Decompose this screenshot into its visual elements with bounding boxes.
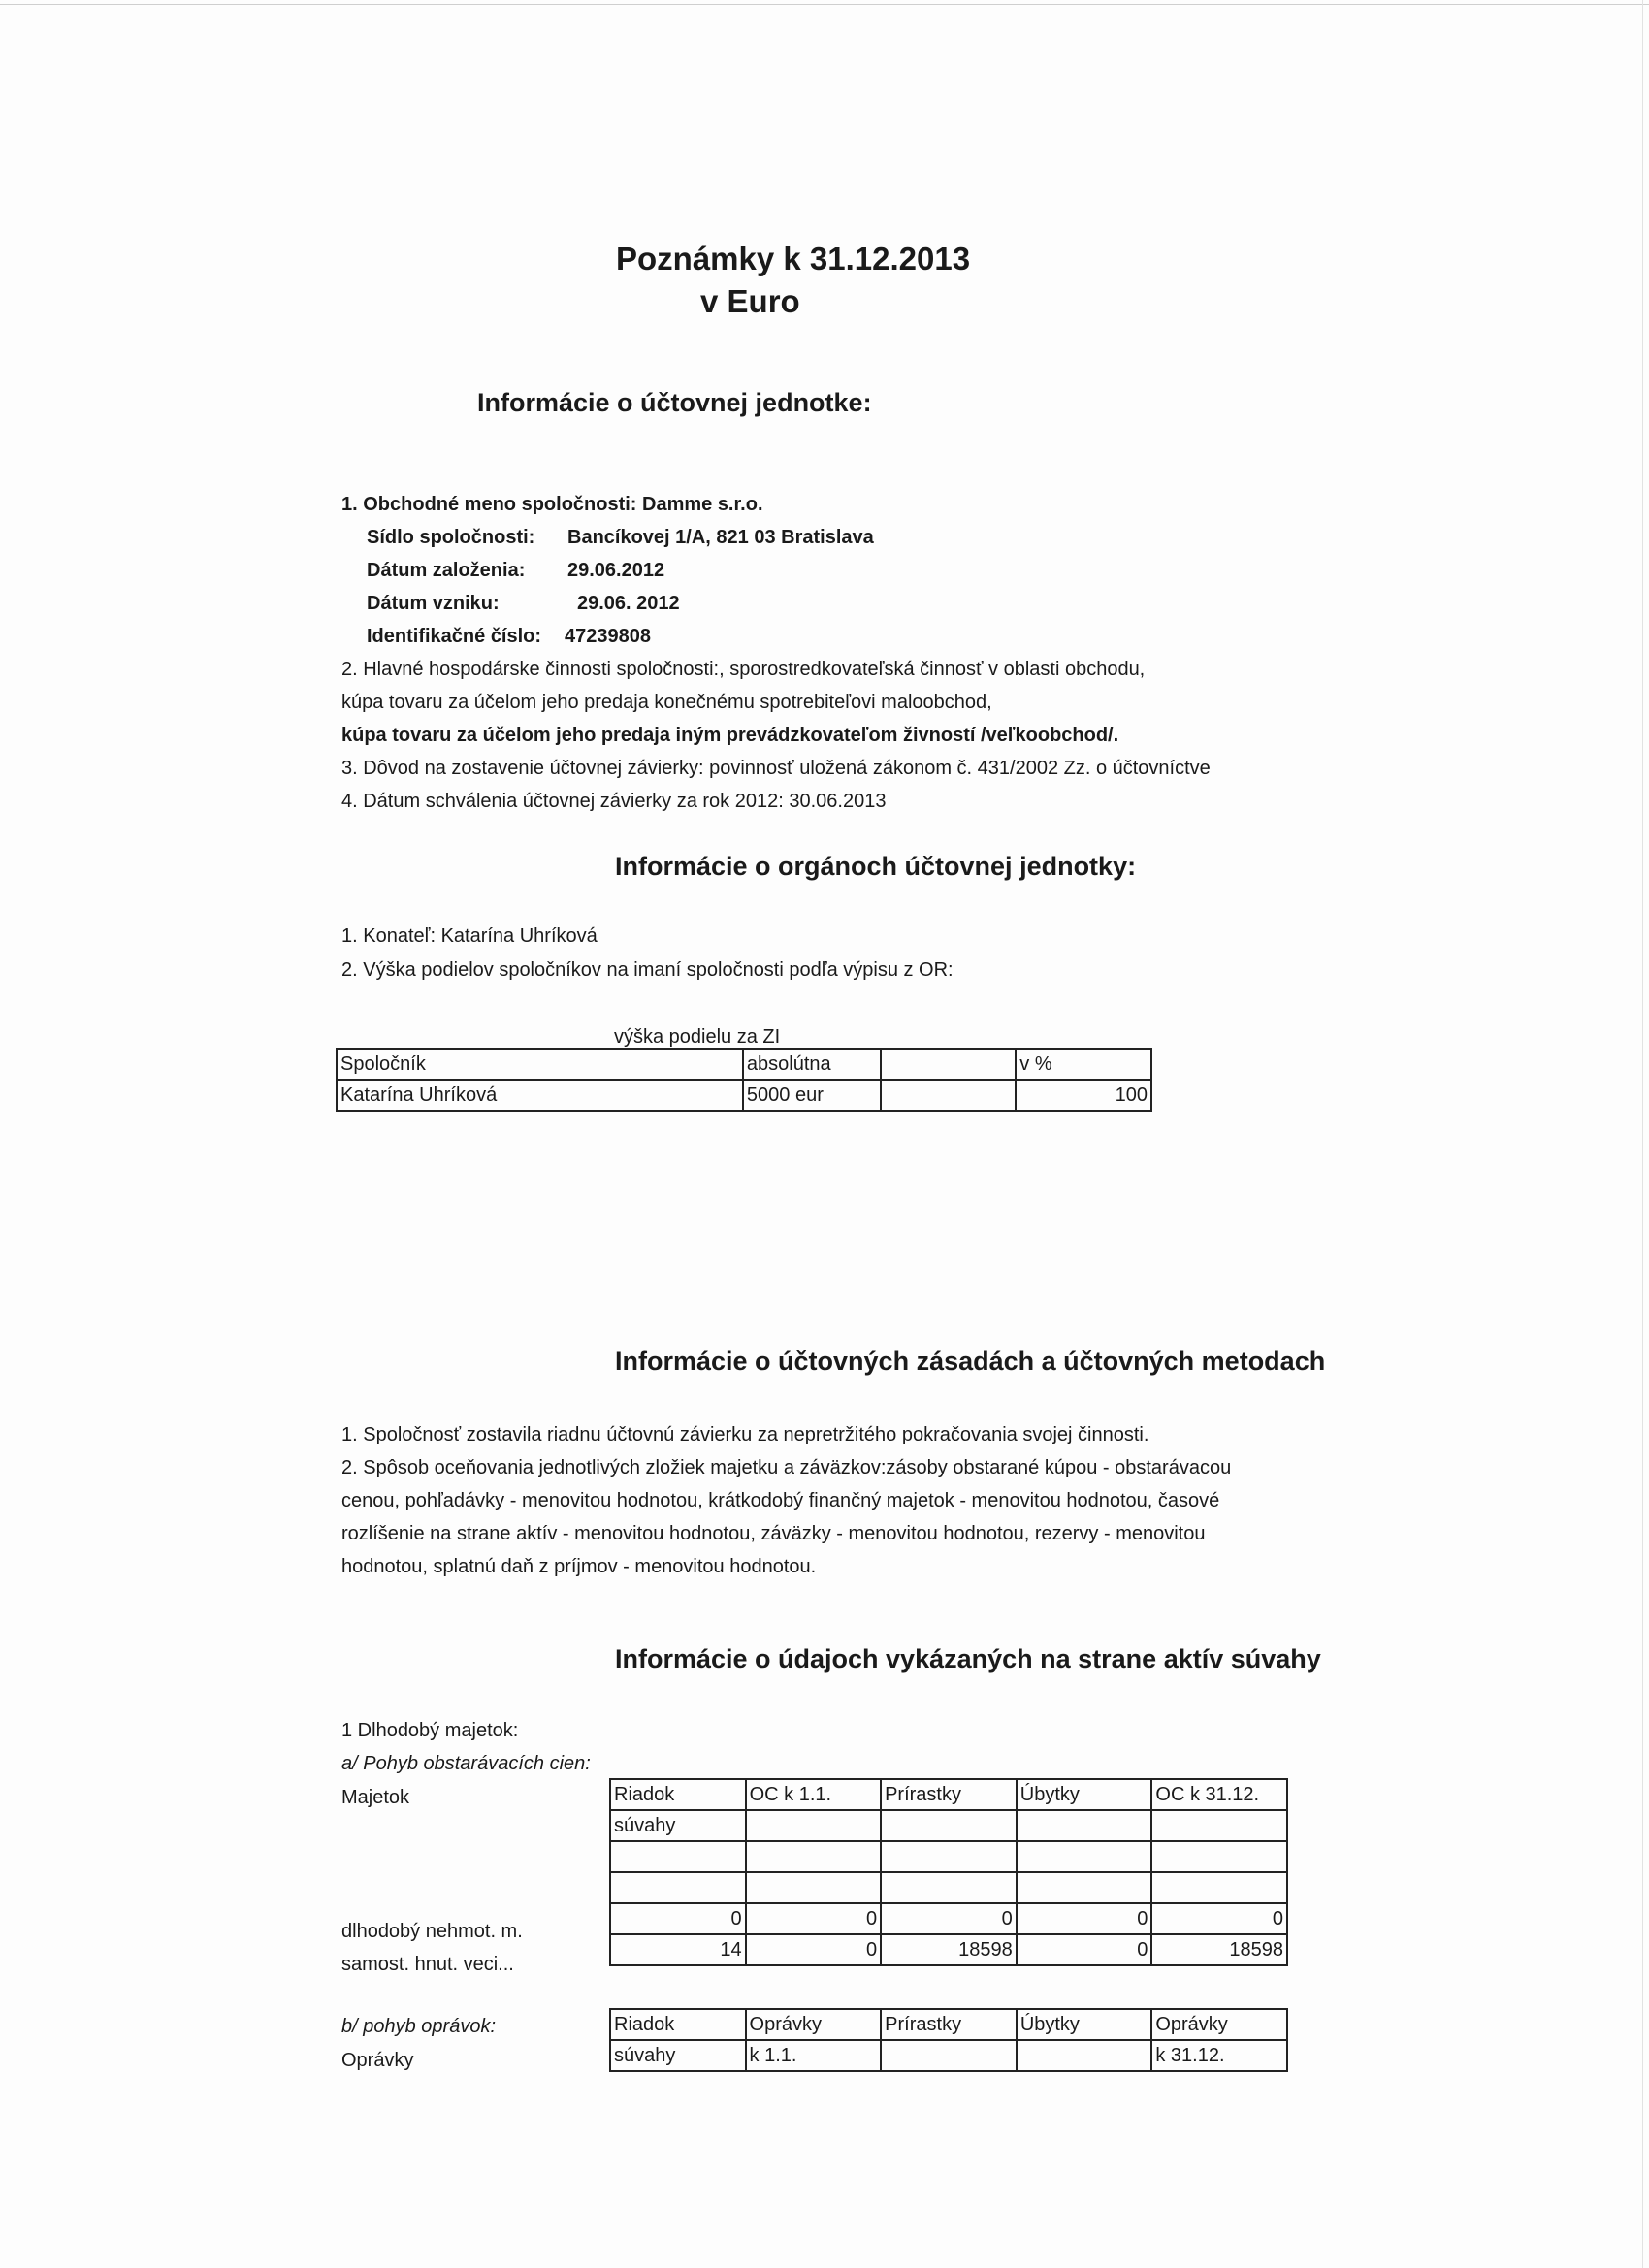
section-heading-entity: Informácie o účtovnej jednotke: [477,388,872,417]
table-cell [1151,1841,1287,1872]
table-cell: 0 [746,1903,881,1934]
table-cell: Oprávky [1151,2009,1287,2040]
table-cell: súvahy [610,2040,746,2071]
table-cell: Riadok [610,2009,746,2040]
table-cell: Prírastky [881,1779,1017,1810]
scan-side-edge [1642,0,1643,2268]
company-name-value: Damme s.r.o. [642,494,763,515]
seat-label: Sídlo spoločnosti: [367,527,535,548]
table-cell: 0 [1151,1903,1287,1934]
table-row [610,1934,1287,1965]
table-cell: 0 [1017,1934,1152,1965]
table-cell: Prírastky [881,2009,1017,2040]
table-row [337,1080,1151,1111]
table-row [610,1810,1287,1841]
shares-intro-line: 2. Výška podielov spoločníkov na imaní spoločnosti podľa výpisu z OR: [341,959,954,981]
table-cell [746,1810,881,1841]
director-line: 1. Konateľ: Katarína Uhríková [341,925,598,947]
sub-heading-a: a/ Pohyb obstarávacích cien: [341,1753,591,1774]
table-cell: Spoločník [337,1049,743,1080]
principles-line-1: 1. Spoločnosť zostavila riadnu účtovnú závierku za nepretržitého pokračovania svojej činnosti. [341,1424,1149,1445]
sub-heading-b: b/ pohyb oprávok: [341,2016,496,2037]
table-cell [881,1872,1017,1903]
table-cell [746,1872,881,1903]
table-row [610,2040,1287,2071]
section-heading-bodies: Informácie o orgánoch účtovnej jednotky: [615,852,1137,881]
table-cell: absolútna [743,1049,881,1080]
table-cell: Oprávky [746,2009,882,2040]
table-cell [1017,2040,1152,2071]
table-cell [881,1810,1017,1841]
section-heading-principles: Informácie o účtovných zásadách a účtovných metodach [615,1346,1326,1376]
table-cell: Riadok [610,1779,746,1810]
table-cell: OC k 1.1. [746,1779,881,1810]
table-cell [1017,1841,1152,1872]
table-cell: k 1.1. [746,2040,882,2071]
table-row [337,1049,1151,1080]
reason-line: 3. Dôvod na zostavenie účtovnej závierky: povinnosť uložená zákonom č. 431/2002 Zz. o účtovníctve [341,758,1211,779]
activities-line-2: kúpa tovaru za účelom jeho predaja konečnému spotrebiteľovi maloobchod, [341,692,992,713]
table-cell [881,1049,1017,1080]
page-subtitle: v Euro [700,283,800,319]
principles-line-3: cenou, pohľadávky - menovitou hodnotou, krátkodobý finančný majetok - menovitou hodnotou, časové [341,1490,1220,1511]
principles-line-4: rozlíšenie na strane aktív - menovitou hodnotou, záväzky - menovitou hodnotou, rezervy - menovitou [341,1523,1206,1544]
table-row [610,1779,1287,1810]
activities-line-1: 2. Hlavné hospodárske činnosti spoločnosti:, sporostredkovateľská činnosť v oblasti obchodu, [341,659,1146,680]
row-label-movables: samost. hnut. veci... [341,1954,514,1975]
table-cell: 0 [610,1903,746,1934]
seat-value: Bancíkovej 1/A, 821 03 Bratislava [567,527,874,548]
founded-label: Dátum založenia: [367,560,526,581]
table-cell [746,1841,881,1872]
acquisition-cost-table [609,1778,1288,1966]
table-cell: Katarína Uhríková [337,1080,743,1111]
table-cell: v % [1016,1049,1151,1080]
id-label: Identifikačné číslo: [367,626,542,647]
table-cell: súvahy [610,1810,746,1841]
page-title: Poznámky k 31.12.2013 [616,241,971,276]
principles-line-5: hodnotou, splatnú daň z príjmov - menovitou hodnotou. [341,1556,817,1577]
table-cell: Úbytky [1017,1779,1152,1810]
table-cell: 5000 eur [743,1080,881,1111]
section-heading-assets: Informácie o údajoch vykázaných na strane aktív súvahy [615,1644,1321,1673]
activities-line-3: kúpa tovaru za účelom jeho predaja iným prevádzkovateľom živností /veľkoobchod/. [341,725,1119,746]
table-cell [1017,1810,1152,1841]
table-cell: 100 [1016,1080,1151,1111]
id-value: 47239808 [565,626,651,647]
table-cell [881,1841,1017,1872]
table-cell: 0 [881,1903,1017,1934]
table-cell: OC k 31.12. [1151,1779,1287,1810]
table-cell [881,1080,1017,1111]
shares-table-caption: výška podielu za ZI [614,1026,781,1048]
table-cell: 0 [746,1934,881,1965]
table-cell [881,2040,1017,2071]
principles-line-2: 2. Spôsob oceňovania jednotlivých zložiek majetku a záväzkov:zásoby obstarané kúpou - obstarávacou [341,1457,1232,1478]
created-value: 29.06. 2012 [577,593,680,614]
table-cell: 14 [610,1934,746,1965]
created-label: Dátum vzniku: [367,593,500,614]
long-term-assets-intro: 1 Dlhodobý majetok: [341,1720,519,1741]
shares-table [336,1048,1152,1112]
table-cell [610,1841,746,1872]
table-row [610,1841,1287,1872]
table-cell: 18598 [881,1934,1017,1965]
table-cell: k 31.12. [1151,2040,1287,2071]
table-cell [1151,1872,1287,1903]
opravky-label: Oprávky [341,2050,414,2071]
founded-value: 29.06.2012 [567,560,665,581]
table-row [610,1903,1287,1934]
table-row [610,2009,1287,2040]
table-cell: 18598 [1151,1934,1287,1965]
table-cell: Úbytky [1017,2009,1152,2040]
majetok-label: Majetok [341,1787,410,1808]
approval-line: 4. Dátum schválenia účtovnej závierky za rok 2012: 30.06.2013 [341,791,887,812]
table-row [610,1872,1287,1903]
table-cell [1151,1810,1287,1841]
table-cell [610,1872,746,1903]
table-cell [1017,1872,1152,1903]
depreciation-table [609,2008,1288,2072]
scan-edge-line [0,4,1649,5]
company-name-label: 1. Obchodné meno spoločnosti: [341,494,637,515]
row-label-intangible: dlhodobý nehmot. m. [341,1921,523,1942]
table-cell: 0 [1017,1903,1152,1934]
